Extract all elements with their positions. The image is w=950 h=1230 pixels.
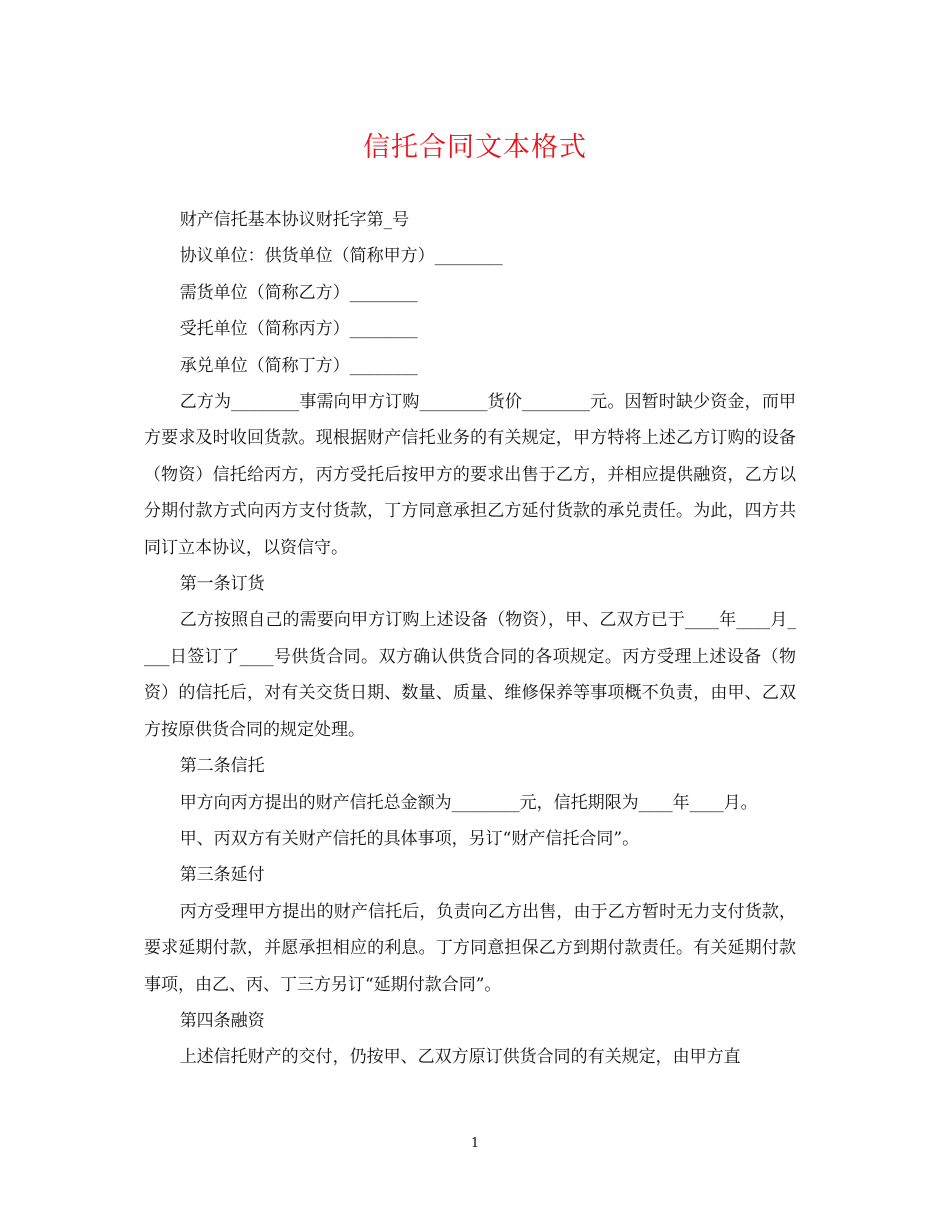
article-4-heading: 第四条融资 [179,1010,265,1031]
article-2-body: 甲方向丙方提出的财产信托总金额为________元，信托期限为____年____月。 [179,792,758,813]
article-2-heading: 第二条信托 [179,756,265,777]
article-3-heading: 第三条延付 [179,865,265,886]
article-1-heading: 第一条订货 [179,574,265,595]
article-4-body: 上述信托财产的交付，仍按甲、乙双方原订供货合同的有关规定，由甲方直 [179,1047,741,1068]
document-body [144,202,796,1076]
document-title: 信托合同文本格式 [363,132,587,163]
paragraph-agreement-number: 财产信托基本协议财托字第_号 [179,210,410,230]
article-1-body: 乙方按照自己的需要向甲方订购上述设备（物资），甲、乙双方已于____年____月____日签订了____号供货合同。双方确认供货合同的各项规定。丙方受理上述设备（物资）的信托后，对有关交货日期、数量、质量、维修保养等事项概不负责，由甲、乙双方按原供货合同的规定处理。 [144,610,796,740]
article-2-note: 甲、丙双方有关财产信托的具体事项，另订“财产信托合同”。 [179,828,640,849]
paragraph-acceptor: 承兑单位（简称丁方）________ [179,355,418,376]
paragraph-supplier: 协议单位：供货单位（简称甲方）________ [179,246,503,267]
page-number: 1 [470,1136,480,1151]
article-3-body: 丙方受理甲方提出的财产信托后，负责向乙方出售，由于乙方暂时无力支付货款，要求延期付款，并愿承担相应的利息。丁方同意担保乙方到期付款责任。有关延期付款事项，由乙、丙、丁三方另订“延期付款合同”。 [144,901,796,995]
paragraph-purchaser: 需货单位（简称乙方）________ [179,282,418,303]
paragraph-preamble: 乙方为________事需向甲方订购________货价________元。因暂时缺少资金，而甲方要求及时收回货款。现根据财产信托业务的有关规定，甲方特将上述乙方订购的设备（物资）信托给丙方，丙方受托后按甲方的要求出售于乙方，并相应提供融资，乙方以分期付款方式向丙方支付货款，丁方同意承担乙方延付货款的承兑责任。为此，四方共同订立本协议，以资信守。 [144,392,796,558]
paragraph-trustee: 受托单位（简称丙方）________ [179,319,418,340]
